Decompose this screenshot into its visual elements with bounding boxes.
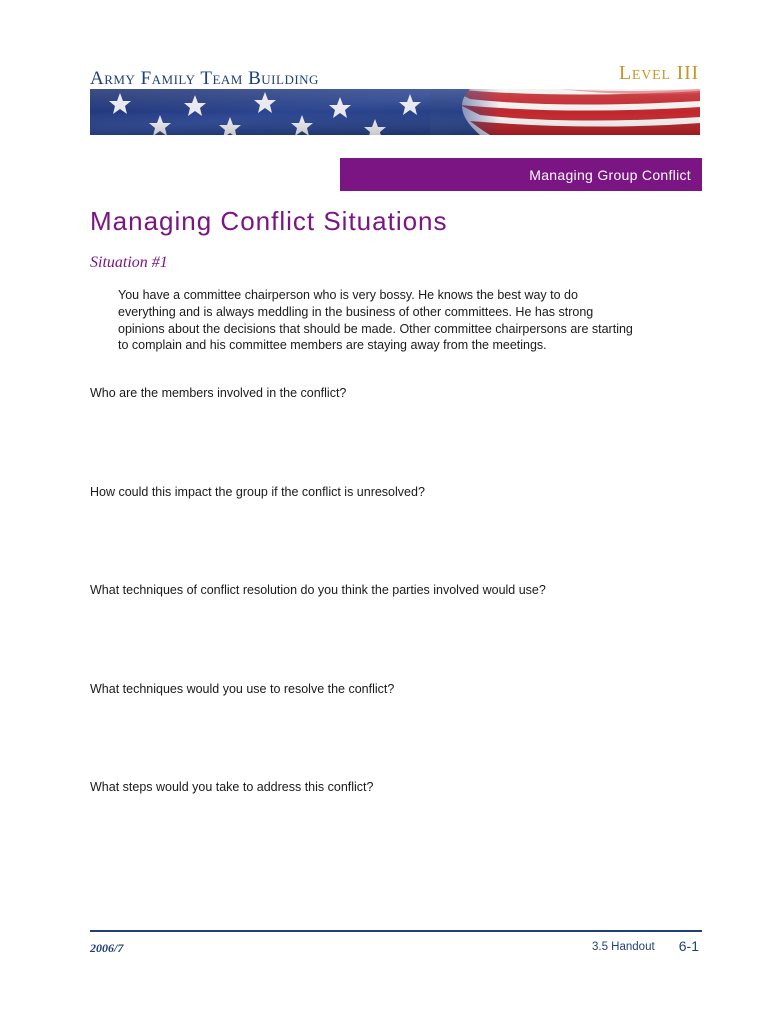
question-5: What steps would you take to address this conflict? bbox=[90, 780, 374, 794]
flag-banner-image bbox=[90, 89, 700, 135]
org-title: Army Family Team Building bbox=[90, 68, 319, 89]
question-3: What techniques of conflict resolution do you think the parties involved would use? bbox=[90, 583, 546, 597]
section-tab bbox=[340, 158, 702, 191]
footer-rule bbox=[90, 930, 702, 932]
question-2: How could this impact the group if the conflict is unresolved? bbox=[90, 485, 425, 499]
situation-text: You have a committee chairperson who is very bossy. He knows the best way to do everything and is always meddling in the business of other committees. He has strong opinions about the decisions that should be made. Other committee chairpersons are starting to complain and his committee members are staying away from the meetings. bbox=[118, 288, 633, 353]
level-label: Level III bbox=[618, 62, 699, 84]
footer-year: 2006/7 bbox=[90, 941, 124, 955]
question-1: Who are the members involved in the conflict? bbox=[90, 386, 347, 400]
page-title: Managing Conflict Situations bbox=[90, 206, 448, 236]
question-4: What techniques would you use to resolve the conflict? bbox=[90, 682, 395, 696]
situation-heading: Situation #1 bbox=[90, 254, 168, 271]
footer-handout: 3.5 Handout bbox=[592, 941, 655, 953]
section-tab-label: Managing Group Conflict bbox=[529, 166, 691, 183]
footer-page-number: 6-1 bbox=[678, 938, 699, 954]
